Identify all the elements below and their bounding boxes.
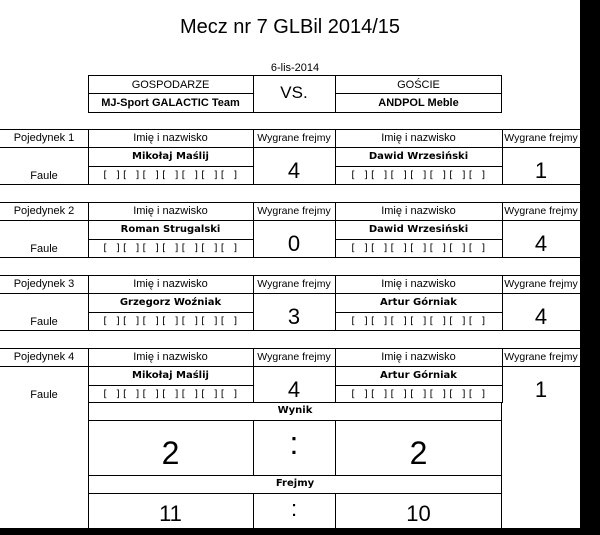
home-fouls-boxes: [ ][ ][ ][ ][ ][ ][ ] <box>102 316 239 327</box>
away-player: Dawid Wrzesiński <box>368 151 469 162</box>
col-frames-header: Wygrane frejmy <box>257 278 331 290</box>
col-frames-header: Wygrane frejmy <box>257 351 331 363</box>
home-frames: 4 <box>287 377 301 402</box>
duel-label: Pojedynek 3 <box>13 278 75 290</box>
home-frames: 4 <box>287 158 301 183</box>
col-frames-header: Wygrane frejmy <box>504 205 578 217</box>
frames-colon: : <box>290 496 298 521</box>
home-player: Mikołaj Maślij <box>132 151 209 162</box>
home-fouls-boxes: [ ][ ][ ][ ][ ][ ][ ] <box>102 170 239 181</box>
col-frames-header: Wygrane frejmy <box>257 205 331 217</box>
col-name-header: Imię i nazwisko <box>133 205 208 217</box>
page-title: Mecz nr 7 GLBil 2014/15 <box>179 16 401 38</box>
col-frames-header: Wygrane frejmy <box>504 351 578 363</box>
fouls-label: Faule <box>30 243 58 255</box>
vs-label: VS. <box>280 83 308 102</box>
frames-home: 11 <box>159 501 182 526</box>
home-fouls-boxes: [ ][ ][ ][ ][ ][ ][ ] <box>102 243 239 254</box>
frames-away: 10 <box>406 501 431 526</box>
home-team: MJ-Sport GALACTIC Team <box>101 97 240 109</box>
away-player: Artur Górniak <box>380 370 457 381</box>
away-frames: 4 <box>534 231 548 256</box>
home-label: GOSPODARZE <box>131 79 210 91</box>
col-name-header: Imię i nazwisko <box>381 351 456 363</box>
away-label: GOŚCIE <box>397 79 440 91</box>
col-name-header: Imię i nazwisko <box>381 132 456 144</box>
col-frames-header: Wygrane frejmy <box>504 278 578 290</box>
home-frames: 0 <box>287 231 301 256</box>
col-name-header: Imię i nazwisko <box>133 278 208 290</box>
result-label: Wynik <box>277 405 313 416</box>
col-frames-header: Wygrane frejmy <box>257 132 331 144</box>
result-colon: : <box>289 425 299 461</box>
col-name-header: Imię i nazwisko <box>133 132 208 144</box>
home-frames: 3 <box>287 304 301 329</box>
fouls-label: Faule <box>30 316 58 328</box>
result-away: 2 <box>409 435 428 471</box>
duel-label: Pojedynek 2 <box>13 205 75 217</box>
col-frames-header: Wygrane frejmy <box>504 132 578 144</box>
away-frames: 1 <box>534 377 548 402</box>
home-player: Mikołaj Maślij <box>132 370 209 381</box>
away-player: Artur Górniak <box>380 297 457 308</box>
home-fouls-boxes: [ ][ ][ ][ ][ ][ ][ ] <box>102 389 239 400</box>
fouls-label: Faule <box>30 170 58 182</box>
home-player: Roman Strugalski <box>120 224 221 235</box>
away-fouls-boxes: [ ][ ][ ][ ][ ][ ][ ] <box>350 170 487 181</box>
away-fouls-boxes: [ ][ ][ ][ ][ ][ ][ ] <box>350 389 487 400</box>
away-fouls-boxes: [ ][ ][ ][ ][ ][ ][ ] <box>350 316 487 327</box>
duel-label: Pojedynek 4 <box>13 351 75 363</box>
col-name-header: Imię i nazwisko <box>133 351 208 363</box>
fouls-label: Faule <box>30 389 58 401</box>
away-frames: 1 <box>534 158 548 183</box>
away-team: ANDPOL Meble <box>378 97 459 109</box>
col-name-header: Imię i nazwisko <box>381 278 456 290</box>
away-fouls-boxes: [ ][ ][ ][ ][ ][ ][ ] <box>350 243 487 254</box>
result-home: 2 <box>161 435 180 471</box>
home-player: Grzegorz Woźniak <box>119 297 222 308</box>
col-name-header: Imię i nazwisko <box>381 205 456 217</box>
frames-label: Frejmy <box>275 478 315 489</box>
away-player: Dawid Wrzesiński <box>368 224 469 235</box>
duel-label: Pojedynek 1 <box>13 132 75 144</box>
away-frames: 4 <box>534 304 548 329</box>
match-date: 6-lis-2014 <box>270 62 320 74</box>
